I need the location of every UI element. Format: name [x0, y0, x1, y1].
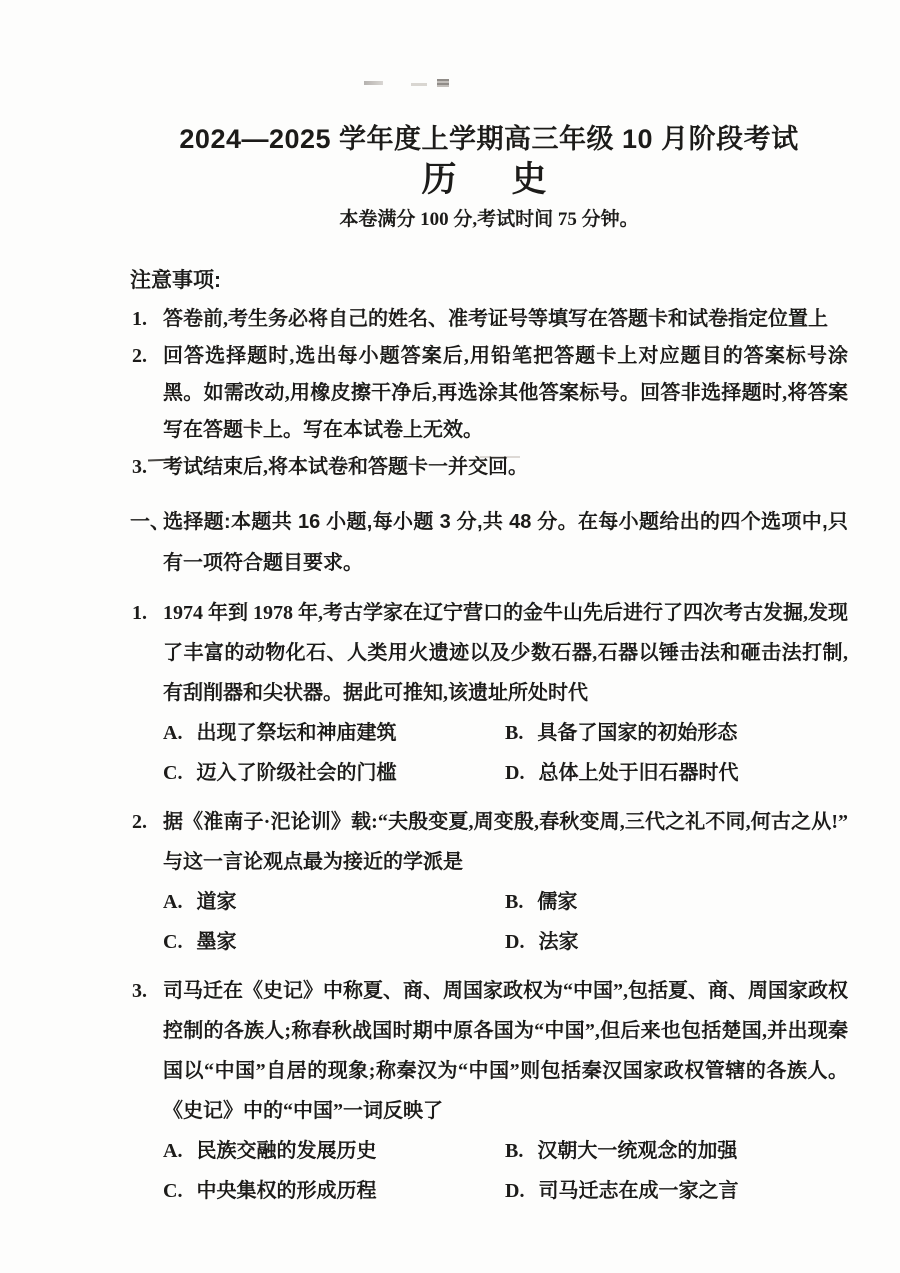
- option-label: A.: [163, 891, 183, 913]
- option-label: B.: [505, 891, 524, 913]
- section-heading-text: 选择题:本题共 16 小题,每小题 3 分,共 48 分。在每小题给出的四个选项中,只有一项符合题目要求。: [163, 511, 848, 574]
- option-label: D.: [505, 762, 525, 784]
- section-heading: [130, 502, 848, 584]
- page-content: [130, 0, 848, 1211]
- option-label: A.: [163, 722, 183, 744]
- notice-number: 3.: [132, 456, 147, 478]
- question-stem: 1974 年到 1978 年,考古学家在辽宁营口的金牛山先后进行了四次考古发掘,发现了丰富的动物化石、人类用火遗迹以及少数石器,石器以锤击法和砸击法打制,有刮削器和尖状器。据此可推知,该遗址所处时代: [163, 602, 848, 704]
- notice-number: 1.: [132, 308, 147, 330]
- option-b: [505, 882, 848, 922]
- exam-info-line: 本卷满分 100 分,考试时间 75 分钟。: [339, 209, 639, 230]
- option-label: D.: [505, 1180, 525, 1202]
- option-a: [163, 713, 505, 753]
- option-a: [163, 882, 505, 922]
- option-d: [505, 922, 848, 962]
- notice-text: 考试结束后,将本试卷和答题卡一并交回。: [163, 456, 528, 478]
- option-text: 总体上处于旧石器时代: [538, 762, 739, 784]
- option-b: [505, 713, 848, 753]
- exam-subject: 历 史: [421, 160, 557, 199]
- notice-list: [130, 301, 848, 486]
- notices-heading: 注意事项:: [130, 269, 221, 292]
- option-label: C.: [163, 1180, 183, 1202]
- option-text: 出现了祭坛和神庙建筑: [196, 722, 397, 744]
- question-stem: 据《淮南子·汜论训》载:“夫殷变夏,周变殷,春秋变周,三代之礼不同,何古之从!”与这一言论观点最为接近的学派是: [163, 811, 848, 873]
- notice-number: 2.: [132, 345, 147, 367]
- option-label: D.: [505, 931, 525, 953]
- options-grid: [163, 1131, 848, 1211]
- option-d: [505, 1171, 848, 1211]
- option-label: B.: [505, 722, 524, 744]
- question-2: [130, 802, 848, 962]
- notice-item-1: [130, 301, 848, 338]
- option-text: 司马迁志在成一家之言: [538, 1180, 739, 1202]
- notices-section: [130, 268, 848, 486]
- option-text: 法家: [538, 931, 579, 953]
- option-a: [163, 1131, 505, 1171]
- option-b: [505, 1131, 848, 1171]
- option-text: 具备了国家的初始形态: [537, 722, 738, 744]
- option-label: A.: [163, 1140, 183, 1162]
- option-label: B.: [505, 1140, 524, 1162]
- option-text: 墨家: [196, 931, 237, 953]
- notice-text: 回答选择题时,选出每小题答案后,用铅笔把答题卡上对应题目的答案标号涂黑。如需改动,用橡皮擦干净后,再选涂其他答案标号。回答非选择题时,将答案写在答题卡上。写在本试卷上无效。: [163, 345, 848, 441]
- option-text: 中央集权的形成历程: [196, 1180, 377, 1202]
- option-text: 道家: [196, 891, 237, 913]
- option-text: 民族交融的发展历史: [196, 1140, 377, 1162]
- question-number: 3.: [132, 980, 147, 1002]
- question-number: 2.: [132, 811, 147, 833]
- exam-title: 2024—2025 学年度上学期高三年级 10 月阶段考试: [179, 124, 799, 154]
- notice-item-2: [130, 338, 848, 449]
- option-c: [163, 922, 505, 962]
- notice-item-3: [130, 449, 848, 486]
- question-stem: 司马迁在《史记》中称夏、商、周国家政权为“中国”,包括夏、商、周国家政权控制的各族人;称春秋战国时期中原各国为“中国”,但后来也包括楚国,并出现秦国以“中国”自居的现象;称秦汉为“中国”则包括秦汉国家政权管辖的各族人。《史记》中的“中国”一词反映了: [163, 980, 848, 1122]
- question-3: [130, 971, 848, 1211]
- option-text: 汉朝大一统观念的加强: [537, 1140, 738, 1162]
- option-text: 迈入了阶级社会的门槛: [196, 762, 397, 784]
- option-d: [505, 753, 848, 793]
- option-text: 儒家: [537, 891, 578, 913]
- section-number: 一、: [130, 511, 170, 533]
- question-number: 1.: [132, 602, 147, 624]
- option-label: C.: [163, 931, 183, 953]
- options-grid: [163, 713, 848, 793]
- option-label: C.: [163, 762, 183, 784]
- question-1: [130, 593, 848, 793]
- options-grid: [163, 882, 848, 962]
- notice-text: 答卷前,考生务必将自己的姓名、准考证号等填写在答题卡和试卷指定位置上: [163, 308, 828, 330]
- option-c: [163, 1171, 505, 1211]
- option-c: [163, 753, 505, 793]
